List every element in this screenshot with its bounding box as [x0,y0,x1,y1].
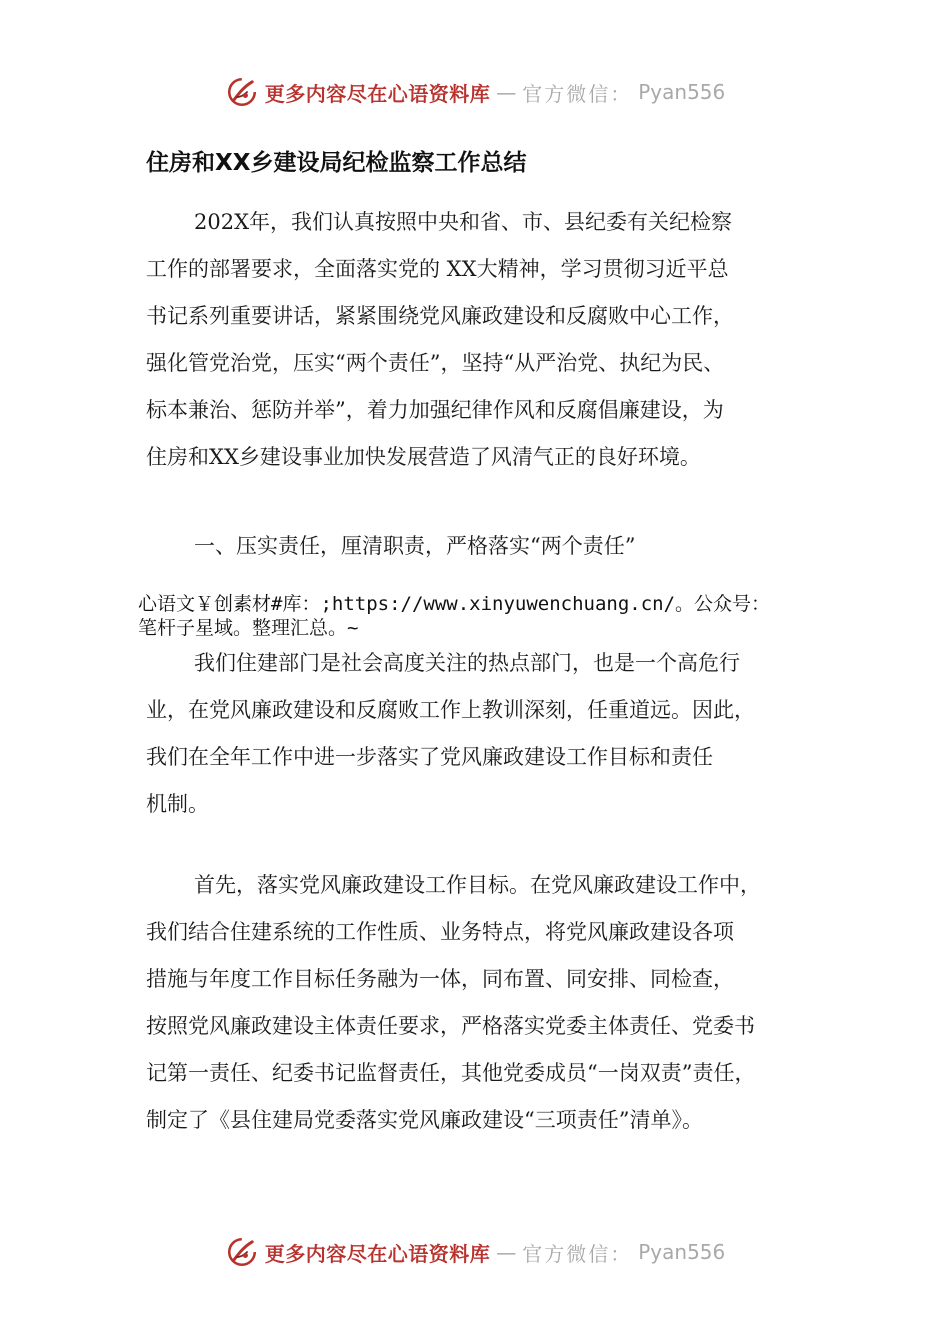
banner-separator: — [496,1240,517,1264]
watermark-line: 心语文￥创素材#库：;https://www.xinyuwenchuang.cn/。公众号： [138,593,771,615]
paragraph-line: 住房和XX乡建设事业加快发展营造了风清气正的良好环境。 [146,445,701,469]
watermark-line: 笔杆子星域。整理汇总。~ [138,617,359,639]
brush-circle-logo-icon [225,75,259,109]
source-watermark [138,592,858,640]
brush-circle-logo-icon [225,1235,259,1269]
paragraph-line: 按照党风廉政建设主体责任要求，严格落实党委主体责任、党委书 [146,1014,755,1038]
banner-separator: — [496,80,517,104]
banner-wechat-label: 官方微信： [522,1241,633,1266]
header-banner [0,72,950,112]
paragraph-responsibility [146,640,826,828]
banner-wechat-id: Pyan556 [638,80,726,104]
footer-banner [0,1232,950,1272]
footer-banner-content [225,1235,726,1269]
paragraph-line: 业，在党风廉政建设和反腐败工作上教训深刻，任重道远。因此， [146,698,755,722]
document-title: 住房和XX乡建设局纪检监察工作总结 [146,150,527,176]
paragraph-line: 标本兼治、惩防并举”，着力加强纪律作风和反腐倡廉建设，为 [146,398,724,422]
paragraph-targets [146,862,826,1144]
paragraph-line: 202X年，我们认真按照中央和省、市、县纪委有关纪检察 [194,210,733,234]
paragraph-line: 制定了《县住建局党委落实党风廉政建设“三项责任”清单》。 [146,1108,703,1132]
paragraph-line: 工作的部署要求，全面落实党的 XX大精神，学习贯彻习近平总 [146,257,729,281]
section-heading-1: 一、压实责任，厘清职责，严格落实“两个责任” [194,534,636,558]
paragraph-line: 措施与年度工作目标任务融为一体，同布置、同安排、同检查， [146,967,734,991]
banner-promo-text: 更多内容尽在心语资料库 [264,1241,491,1266]
paragraph-line: 强化管党治党，压实“两个责任”，坚持“从严治党、执纪为民、 [146,351,725,375]
paragraph-line: 我们住建部门是社会高度关注的热点部门，也是一个高危行 [194,651,740,675]
paragraph-line: 书记系列重要讲话，紧紧围绕党风廉政建设和反腐败中心工作， [146,304,734,328]
paragraph-line: 首先，落实党风廉政建设工作目标。在党风廉政建设工作中， [194,873,761,897]
paragraph-line: 机制。 [146,792,209,816]
header-banner-content [225,75,726,109]
paragraph-line: 我们结合住建系统的工作性质、业务特点，将党风廉政建设各项 [146,920,734,944]
banner-wechat-label: 官方微信： [522,81,633,106]
paragraph-line: 我们在全年工作中进一步落实了党风廉政建设工作目标和责任 [146,745,713,769]
paragraph-intro [146,199,826,481]
banner-promo-text: 更多内容尽在心语资料库 [264,81,491,106]
banner-wechat-id: Pyan556 [638,1240,726,1264]
paragraph-line: 记第一责任、纪委书记监督责任，其他党委成员“一岗双责”责任， [146,1061,756,1085]
